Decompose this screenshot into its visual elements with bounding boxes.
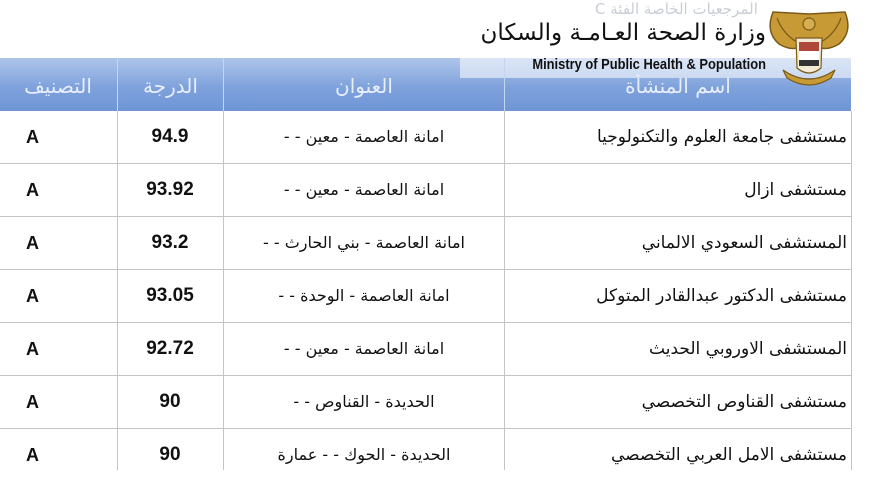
- table-row: [0, 323, 851, 376]
- column-header-facility-name: اسم المنشأة: [625, 74, 731, 98]
- score-cell: 93.05: [146, 285, 194, 306]
- classification-cell: A: [26, 392, 39, 412]
- column-header-score: الدرجة: [143, 74, 198, 98]
- address-cell: الحديدة - القناوص - -: [293, 392, 435, 411]
- table-row: [0, 164, 851, 217]
- column-divider: [851, 111, 852, 470]
- table-row: [0, 217, 851, 270]
- column-divider: [223, 111, 224, 470]
- table-row: [0, 270, 851, 323]
- classification-cell: A: [26, 286, 39, 306]
- column-divider: [504, 111, 505, 470]
- ministry-name-english: Ministry of Public Health & Population: [532, 56, 766, 73]
- address-cell: امانة العاصمة - معين - -: [283, 339, 445, 358]
- facility-name-cell: مستشفى جامعة العلوم والتكنولوجيا: [596, 127, 847, 147]
- score-cell: 93.2: [151, 232, 189, 253]
- score-cell: 93.92: [146, 179, 194, 200]
- yemen-eagle-emblem-icon: [763, 8, 855, 92]
- table-row: [0, 111, 851, 164]
- facility-name-cell: المستشفى السعودي الالماني: [641, 233, 847, 253]
- address-cell: امانة العاصمة - الوحدة - -: [278, 286, 450, 305]
- facility-name-cell: مستشفى الامل العربي التخصصي: [611, 445, 847, 465]
- score-cell: 90: [159, 391, 181, 412]
- facilities-table-body: [0, 111, 851, 481]
- column-divider: [117, 111, 118, 470]
- ministry-name-arabic: وزارة الصحة العـامـة والسكان: [480, 20, 766, 46]
- address-cell: امانة العاصمة - معين - -: [283, 127, 445, 146]
- classification-cell: A: [26, 127, 39, 147]
- classification-cell: A: [26, 180, 39, 200]
- classification-cell: A: [26, 339, 39, 359]
- faded-background-caption: المرجعيات الخاصة الفئة C: [595, 0, 758, 18]
- address-cell: الحديدة - الحوك - - عمارة: [277, 445, 451, 464]
- column-header-address: العنوان: [335, 74, 393, 98]
- facility-name-cell: مستشفى ازال: [744, 180, 847, 200]
- score-cell: 92.72: [146, 338, 194, 359]
- facility-name-cell: مستشفى الدكتور عبدالقادر المتوكل: [596, 286, 847, 306]
- facility-name-cell: مستشفى القناوص التخصصي: [641, 392, 847, 412]
- score-cell: 90: [159, 444, 181, 465]
- facility-name-cell: المستشفى الاوروبي الحديث: [649, 339, 847, 359]
- address-cell: امانة العاصمة - معين - -: [283, 180, 445, 199]
- table-row: [0, 376, 851, 429]
- score-cell: 94.9: [151, 126, 189, 147]
- classification-cell: A: [26, 233, 39, 253]
- classification-cell: A: [26, 445, 39, 465]
- address-cell: امانة العاصمة - بني الحارث - -: [262, 233, 465, 252]
- table-row: [0, 429, 851, 481]
- column-header-classification: التصنيف: [24, 74, 92, 98]
